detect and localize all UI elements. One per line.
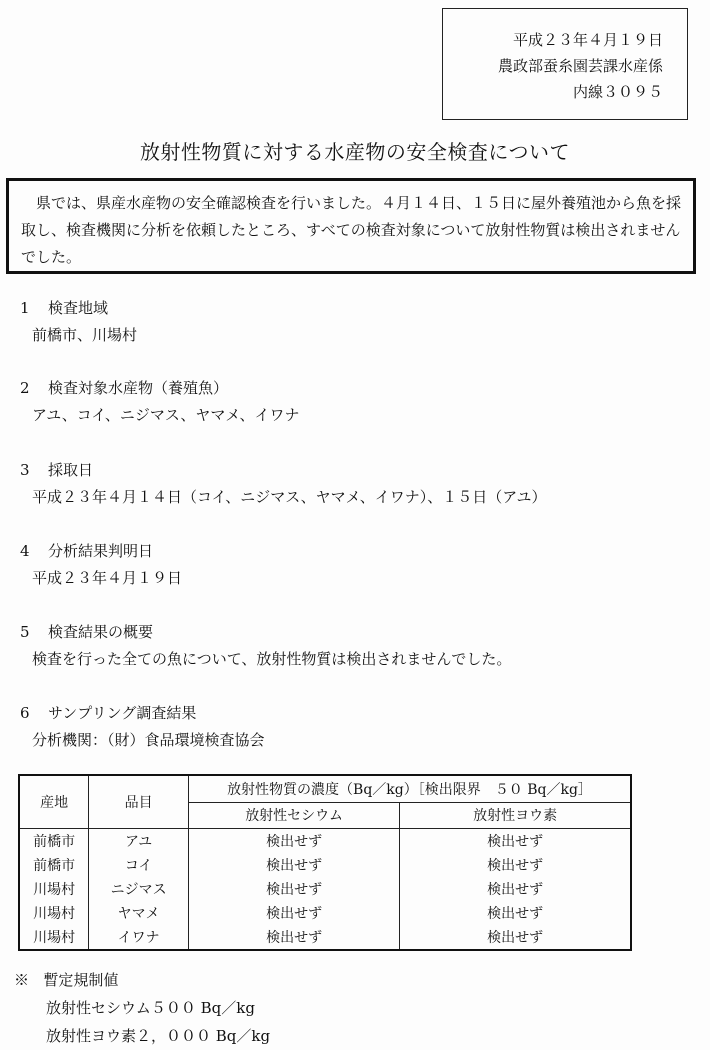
cell-cesium: 検出せず — [188, 877, 399, 901]
section-body: 平成２３年４月１４日（コイ、ニジマス、ヤマメ、イワナ）、１５日（アユ） — [32, 488, 547, 506]
cell-cesium: 検出せず — [188, 853, 399, 877]
section-3 — [20, 457, 547, 511]
cell-cesium: 検出せず — [188, 925, 399, 950]
section-body: 分析機関：（財）食品環境検査協会 — [32, 731, 265, 749]
note-heading: 暫定規制値 — [43, 971, 119, 989]
summary-text: 県では、県産水産物の安全確認検査を行いました。４月１４日、１５日に屋外養殖池から魚を採取し、検査機関に分析を依頼したところ、すべての検査対象について放射性物質は検出されませんでした。 — [21, 194, 682, 266]
department-info-box — [442, 8, 688, 120]
section-6 — [20, 700, 265, 754]
table-row — [19, 877, 631, 901]
section-heading: 検査結果の概要 — [48, 623, 154, 641]
header-concentration: 放射性物質の濃度（Bq／kg）［検出限界 ５０ Bq／kg］ — [188, 775, 631, 802]
cell-iodine: 検出せず — [400, 925, 631, 950]
section-heading: 分析結果判明日 — [48, 542, 154, 560]
section-heading: 検査地域 — [48, 299, 109, 317]
header-iodine: 放射性ヨウ素 — [400, 802, 631, 829]
cell-origin: 前橋市 — [19, 853, 89, 877]
results-table — [18, 774, 632, 951]
cell-iodine: 検出せず — [400, 877, 631, 901]
cell-cesium: 検出せず — [188, 901, 399, 925]
cell-iodine: 検出せず — [400, 853, 631, 877]
cesium-limit: 放射性セシウム５００ Bq／kg — [46, 999, 255, 1017]
section-number: 5 — [20, 623, 30, 641]
cell-item: ヤマメ — [89, 901, 189, 925]
cell-origin: 川場村 — [19, 901, 89, 925]
department-name: 農政部蚕糸園芸課水産係 — [497, 57, 663, 75]
cell-iodine: 検出せず — [400, 901, 631, 925]
table-row — [19, 901, 631, 925]
cell-origin: 川場村 — [19, 877, 89, 901]
table-row — [19, 853, 631, 877]
cell-item: ニジマス — [89, 877, 189, 901]
cell-origin: 前橋市 — [19, 829, 89, 854]
note-mark: ※ — [14, 971, 30, 989]
document-title: 放射性物質に対する水産物の安全検査について — [139, 140, 571, 164]
cell-item: コイ — [89, 853, 189, 877]
section-body: アユ、コイ、ニジマス、ヤマメ、イワナ — [32, 406, 300, 424]
cell-item: イワナ — [89, 925, 189, 950]
cell-origin: 川場村 — [19, 925, 89, 950]
section-1 — [20, 295, 137, 349]
section-heading: 採取日 — [48, 461, 94, 479]
regulation-notes — [14, 966, 270, 1050]
section-body: 検査を行った全ての魚について、放射性物質は検出されませんでした。 — [32, 650, 512, 668]
issue-date: 平成２３年４月１９日 — [512, 31, 663, 49]
header-item: 品目 — [89, 775, 189, 829]
section-heading: サンプリング調査結果 — [48, 704, 197, 722]
header-cesium: 放射性セシウム — [188, 802, 399, 829]
section-number: 6 — [20, 704, 30, 722]
section-body: 前橋市、川場村 — [32, 326, 138, 344]
cell-item: アユ — [89, 829, 189, 854]
cell-cesium: 検出せず — [188, 829, 399, 854]
section-number: 2 — [20, 379, 30, 397]
summary-box — [6, 178, 696, 274]
section-5 — [20, 619, 511, 673]
extension-number: 内線３０９５ — [572, 83, 663, 101]
table-row — [19, 829, 631, 854]
header-origin: 産地 — [19, 775, 89, 829]
section-number: 1 — [20, 299, 30, 317]
section-heading: 検査対象水産物（養殖魚） — [48, 379, 229, 397]
cell-iodine: 検出せず — [400, 829, 631, 854]
section-number: 3 — [20, 461, 30, 479]
section-body: 平成２３年４月１９日 — [32, 569, 183, 587]
section-number: 4 — [20, 542, 30, 560]
section-2 — [20, 375, 299, 429]
section-4 — [20, 538, 182, 592]
iodine-limit: 放射性ヨウ素２，０００ Bq／kg — [46, 1027, 271, 1045]
table-row — [19, 925, 631, 950]
